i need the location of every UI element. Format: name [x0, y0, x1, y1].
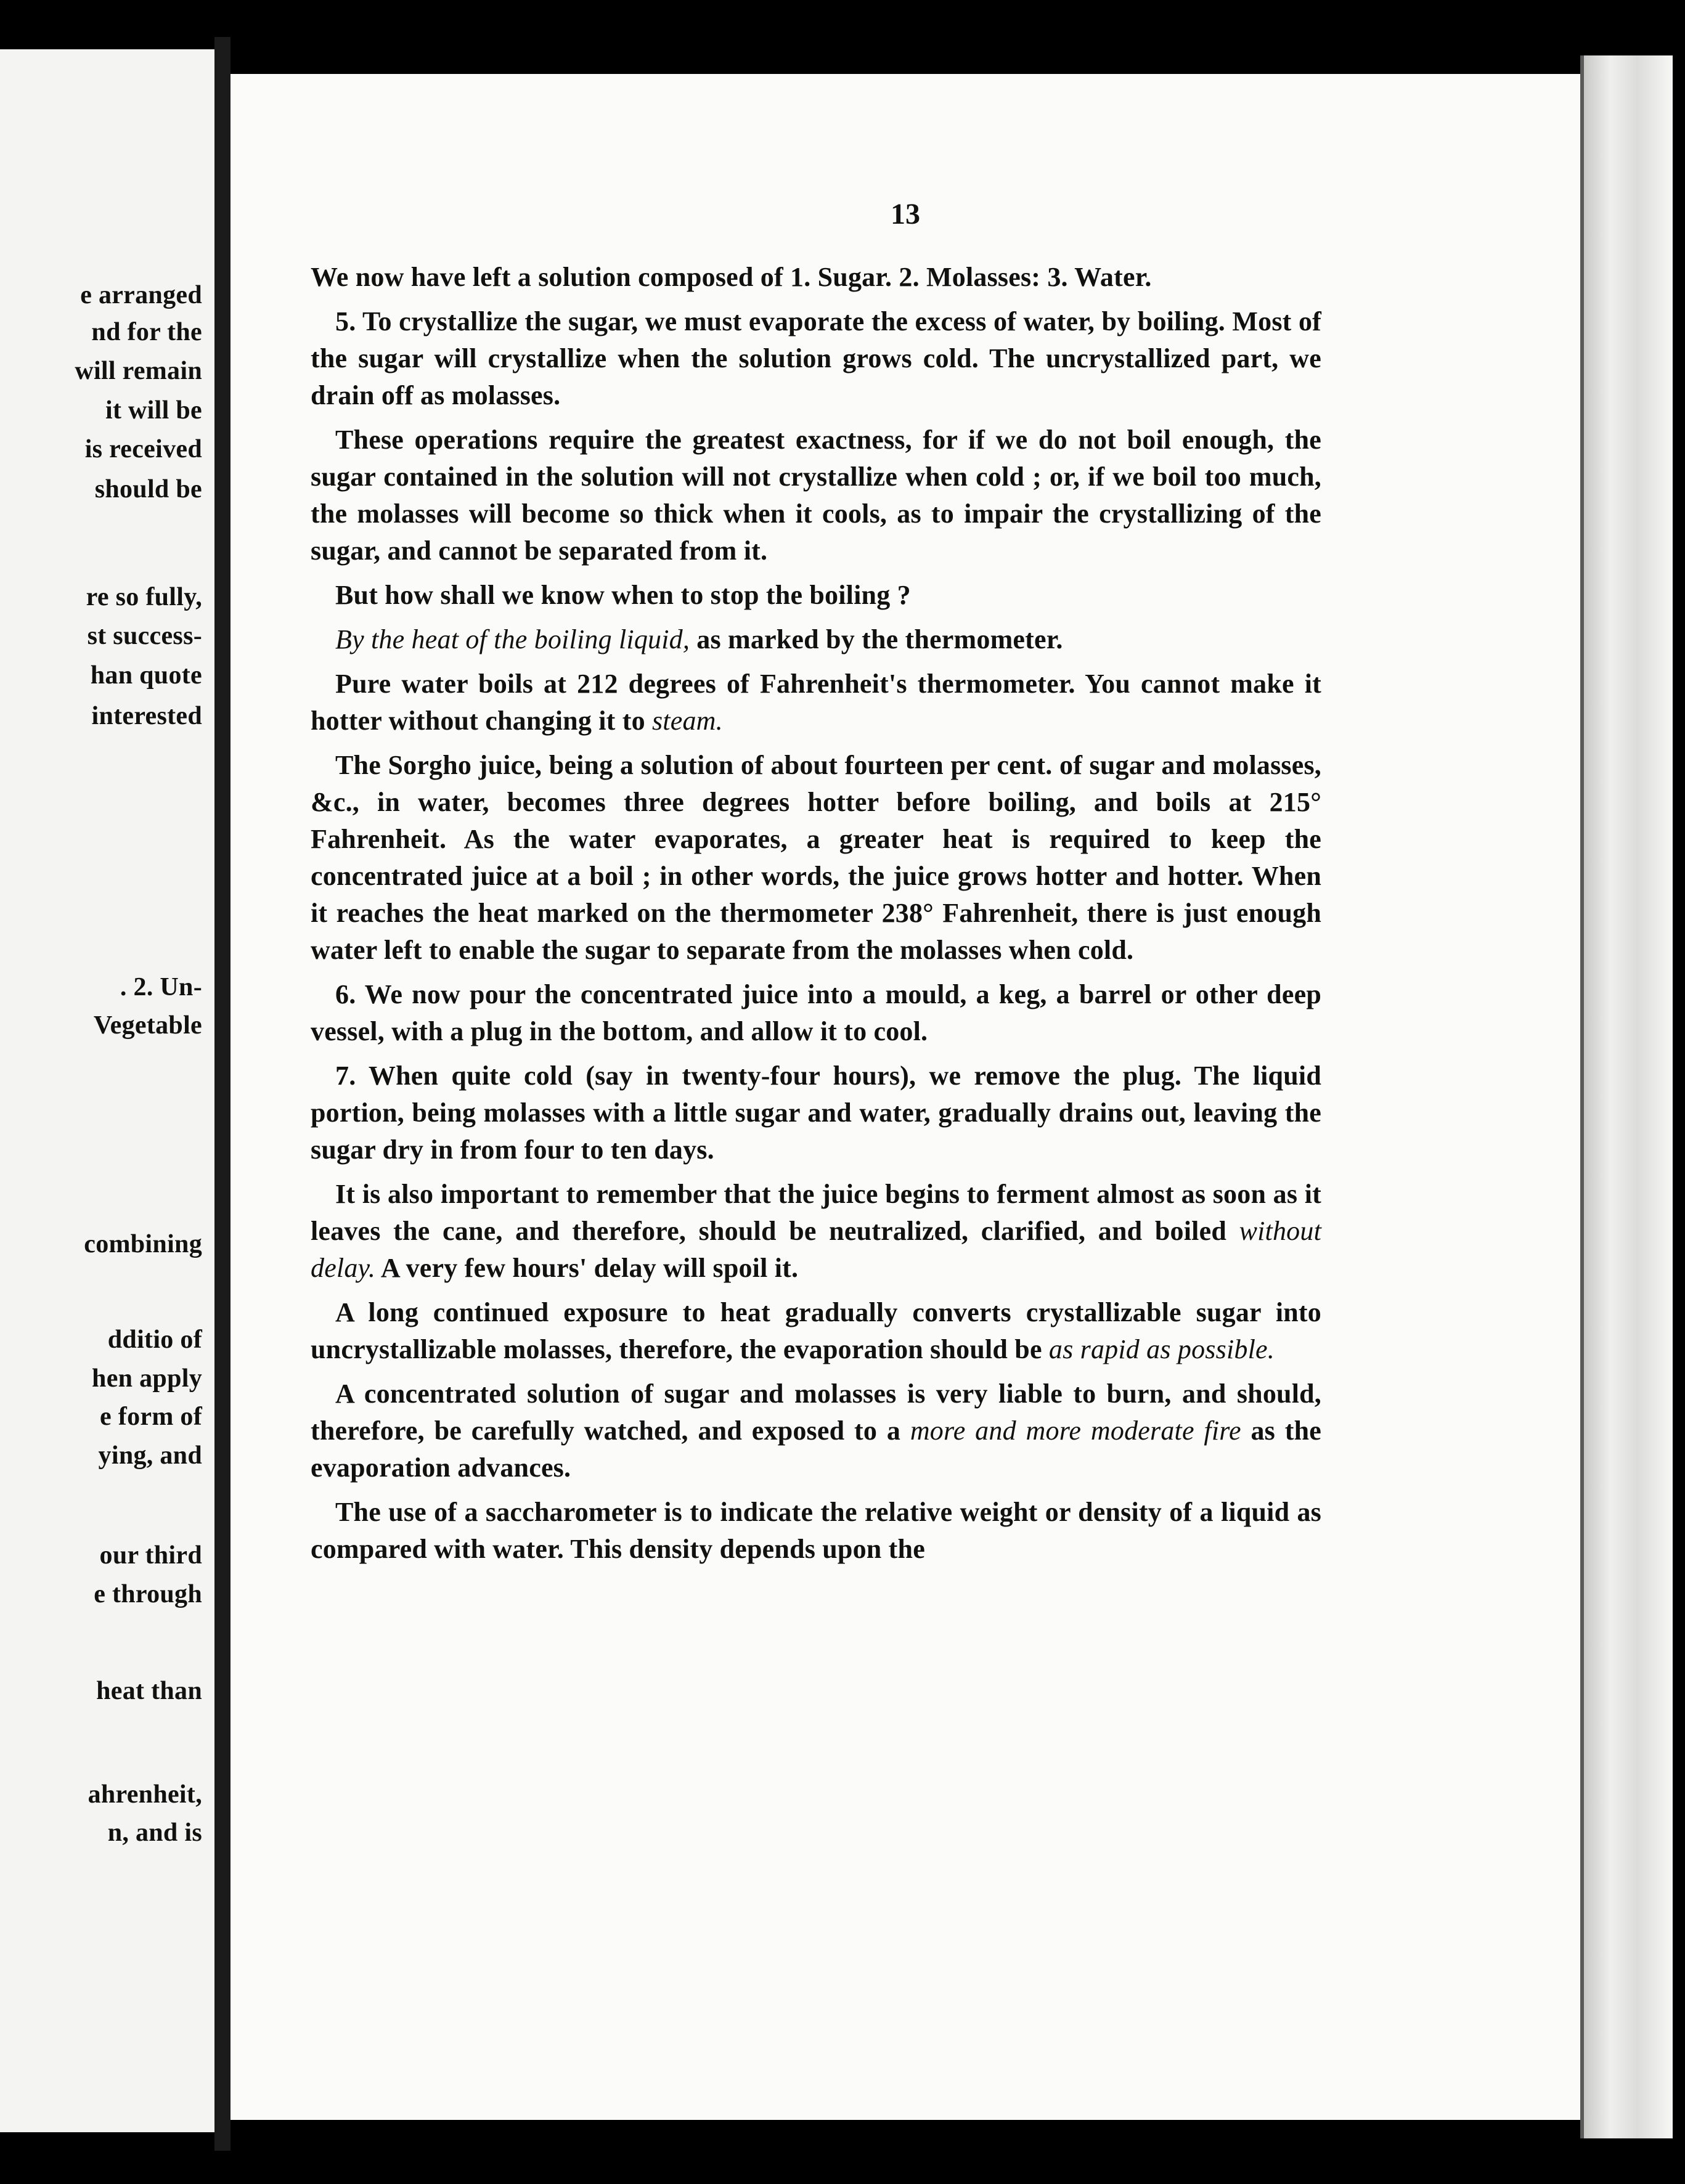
answer-italic: By the heat of the boiling liquid, — [335, 624, 690, 654]
paragraph-step-7: 7. When quite cold (say in twenty-four hours), we remove the plug. The liquid portion, being molasses with a little sugar and water, gradually drains out, leaving the sugar dry in from four to ten days. — [311, 1061, 1321, 1165]
paragraph-exposure — [311, 1294, 1321, 1368]
left-page-fragment: it will be — [105, 396, 202, 425]
left-facing-page — [0, 49, 214, 2132]
exposure-text: A long continued exposure to heat gradually converts crystallizable sugar into uncrystallizable molasses, therefore, the evaporation should be — [311, 1297, 1321, 1364]
page-body — [311, 259, 1321, 1575]
left-page-fragment: interested — [91, 702, 202, 730]
left-page-fragment: Vegetable — [93, 1011, 202, 1040]
left-page-fragment: re so fully, — [86, 583, 202, 611]
left-page-fragment: nd for the — [91, 318, 202, 346]
left-page-fragment: ahrenheit, — [88, 1780, 202, 1809]
paragraph-burn — [311, 1375, 1321, 1486]
answer-rest: as marked by the thermometer. — [690, 624, 1063, 654]
pure-water-italic: steam. — [651, 706, 723, 736]
left-page-fragment: han quote — [90, 661, 202, 690]
ferment-text-b: A very few hours' delay will spoil it. — [375, 1253, 799, 1283]
left-page-fragment: our third — [99, 1541, 202, 1570]
ferment-text-a: It is also important to remember that the juice begins to ferment almost as soon as it leaves the cane, and therefore, should be neutralized, clarified, and boiled — [311, 1179, 1321, 1246]
paragraph-step-5: 5. To crystallize the sugar, we must evaporate the excess of water, by boiling. Most of the sugar will crystallize when the solution grows cold. The uncrystallized part, we drain off as molasses. — [311, 306, 1321, 410]
left-page-fragment: is received — [84, 435, 202, 463]
left-page-fragment: e form of — [100, 1403, 202, 1431]
page-stack-edge — [1580, 55, 1673, 2138]
paragraph-ferment — [311, 1176, 1321, 1287]
paragraph-sorgho-juice: The Sorgho juice, being a solution of about fourteen per cent. of sugar and molasses, &c., in water, becomes three degrees hotter before boiling, and boils at 215° Fahrenheit. As the water evaporates, a greater heat is required to keep the concentrated juice at a boil ; in other words, the juice grows hotter and hotter. When it reaches the heat marked on the thermometer 238° Fahrenheit, there is just enough water left to enable the sugar to separate from the molasses when cold. — [311, 750, 1321, 965]
paragraph-saccharometer: The use of a saccharometer is to indicate the relative weight or density of a liquid as compared with water. This density depends upon the — [311, 1497, 1321, 1564]
left-page-fragment: should be — [94, 475, 202, 503]
pure-water-text: Pure water boils at 212 degrees of Fahrenheit's thermometer. You cannot make it hotter without changing it to — [311, 669, 1321, 736]
paragraph-pure-water — [311, 666, 1321, 740]
left-page-fragment: n, and is — [107, 1819, 202, 1847]
left-page-fragment: dditio of — [107, 1326, 202, 1354]
left-page-fragment: hen apply — [92, 1364, 202, 1393]
left-page-fragment: st success- — [87, 622, 202, 650]
book-gutter — [214, 37, 231, 2151]
main-page — [231, 74, 1580, 2120]
left-page-fragment: will remain — [75, 357, 202, 385]
left-page-fragment: heat than — [96, 1677, 202, 1705]
burn-text-b: as the evaporation advances. — [311, 1416, 1322, 1483]
paragraph-step-6: 6. We now pour the concentrated juice into a mould, a keg, a barrel or other deep vessel, with a plug in the bottom, and allow it to cool. — [311, 979, 1321, 1046]
paragraph-question: But how shall we know when to stop the boiling ? — [335, 580, 911, 610]
left-page-fragment: . 2. Un- — [120, 973, 202, 1001]
paragraph-operations: These operations require the greatest exactness, for if we do not boil enough, the sugar contained in the solution will not crystallize when cold ; or, if we boil too much, the molasses will become so thick when it cools, as to impair the crystallizing of the sugar, and cannot be separated from it. — [311, 425, 1321, 566]
exposure-italic: as rapid as possible. — [1048, 1334, 1275, 1364]
left-page-fragment: e through — [94, 1580, 202, 1608]
burn-italic: more and more moderate fire — [910, 1416, 1241, 1446]
left-page-fragment: ying, and — [98, 1441, 202, 1470]
paragraph-solution: We now have left a solution composed of 1. Sugar. 2. Molasses: 3. Water. — [311, 262, 1152, 292]
left-page-fragment: e arranged — [80, 281, 202, 309]
left-page-fragment: combining — [84, 1230, 202, 1258]
ferment-italic: without delay. — [311, 1216, 1321, 1283]
page-number: 13 — [891, 198, 920, 230]
burn-text-a: A concentrated solution of sugar and molasses is very liable to burn, and should, therefore, be carefully watched, and exposed to a — [311, 1379, 1321, 1446]
paragraph-answer — [311, 621, 1321, 658]
